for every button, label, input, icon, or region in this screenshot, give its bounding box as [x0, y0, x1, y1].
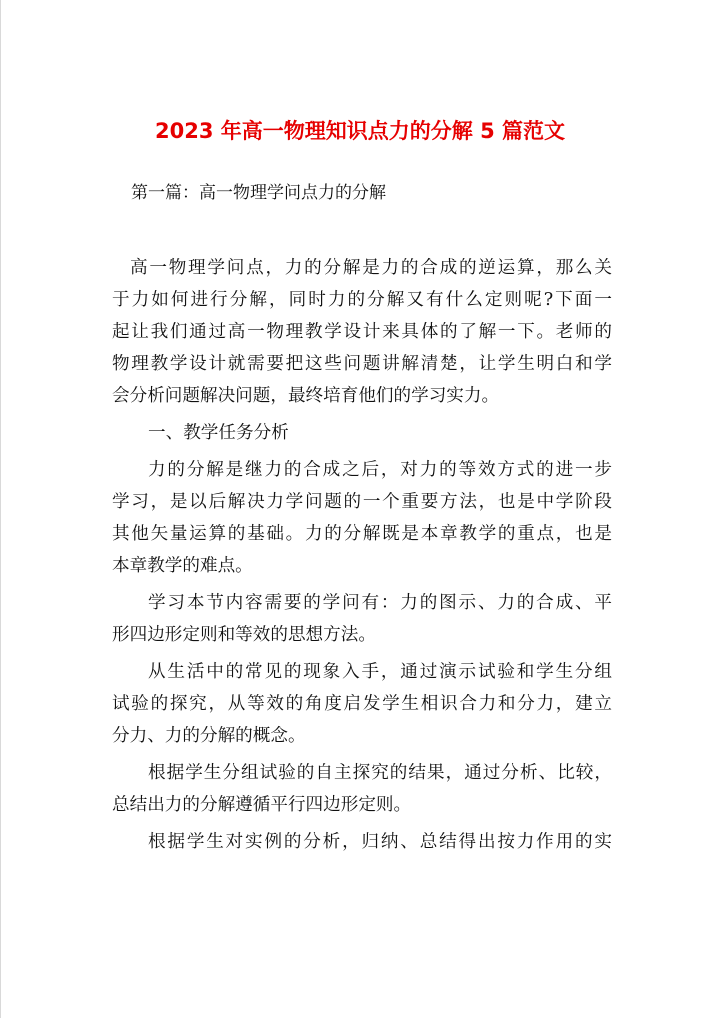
text-line: 其他矢量运算的基础。力的分解既是本章教学的重点，也是 — [112, 524, 612, 544]
text-line: 分力、力的分解的概念。 — [112, 726, 306, 746]
page-edge — [0, 0, 1, 1018]
text-line: 从生活中的常见的现象入手，通过演示试验和学生分组 — [148, 662, 612, 682]
text-line: 会分析问题解决问题，最终培育他们的学习实力。 — [112, 386, 500, 406]
paragraph-force-decomposition — [112, 454, 612, 582]
text-line: 力的分解是继力的合成之后，对力的等效方式的进一步 — [148, 460, 612, 480]
paragraph-experiment — [112, 656, 612, 752]
paragraph-prerequisites — [112, 587, 612, 651]
text-line: 本章教学的难点。 — [112, 556, 253, 576]
text-line: 一、教学任务分析 — [148, 423, 289, 443]
text-line: 总结出力的分解遵循平行四边形定则。 — [112, 795, 412, 815]
text-line: 物理教学设计就需要把这些问题讲解清楚，让学生明白和学 — [112, 354, 612, 374]
paragraph-intro — [112, 252, 612, 412]
text-line: 于力如何进行分解，同时力的分解又有什么定则呢?下面一 — [112, 290, 612, 310]
subheading-task-analysis — [112, 417, 612, 449]
text-line: 根据学生分组试验的自主探究的结果，通过分析、比较， — [148, 763, 612, 783]
section-heading: 第一篇：高一物理学问点力的分解 — [131, 183, 386, 203]
paragraph-group-results — [112, 757, 612, 821]
text-line: 根据学生对实例的分析，归纳、总结得出按力作用的实 — [148, 832, 612, 852]
text-line: 试验的探究，从等效的角度启发学生相识合力和分力，建立 — [112, 694, 612, 714]
text-line: 形四边形定则和等效的思想方法。 — [112, 625, 376, 645]
paragraph-examples — [112, 826, 612, 858]
document-body — [112, 252, 612, 863]
document-title: 2023 年高一物理知识点力的分解 5 篇范文 — [155, 119, 565, 143]
text-line: 学习，是以后解决力学问题的一个重要方法，也是中学阶段 — [112, 492, 612, 512]
text-line: 高一物理学问点，力的分解是力的合成的逆运算，那么关 — [130, 258, 612, 278]
text-line: 起让我们通过高一物理教学设计来具体的了解一下。老师的 — [112, 322, 612, 342]
text-line: 学习本节内容需要的学问有：力的图示、力的合成、平 — [148, 593, 612, 613]
